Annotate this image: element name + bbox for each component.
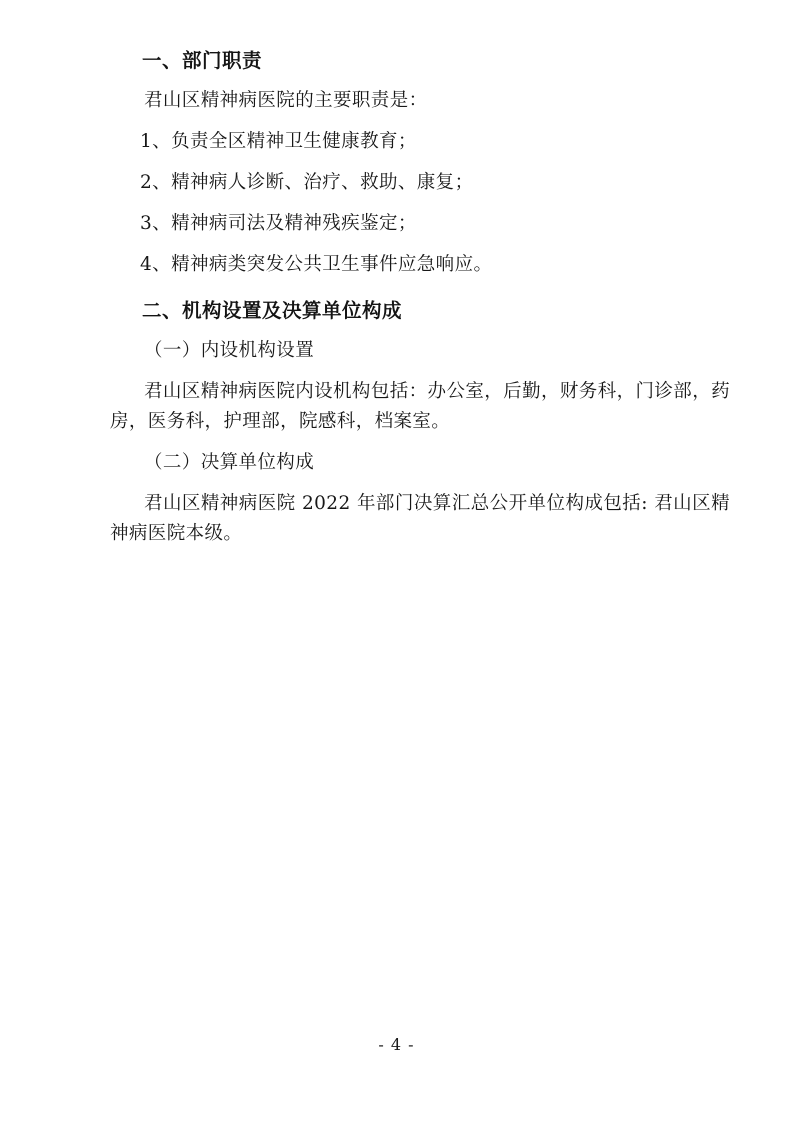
paragraph-internal-org-list: 君山区精神病医院内设机构包括：办公室，后勤，财务科，门诊部，药房，医务科，护理部，院感科，档案室。 [110,381,730,433]
paragraph-duty-item-3: 3、精神病司法及精神残疾鉴定； [140,213,417,235]
section-heading-2: 二、机构设置及决算单位构成 [142,299,403,323]
paragraph-settlement-units-detail: 君山区精神病医院 2022 年部门决算汇总公开单位构成包括: 君山区精神病医院本级。 [110,493,730,545]
paragraph-subheading-internal-org: （一）内设机构设置 [144,340,315,362]
page-number: - 4 - [378,1035,415,1054]
section-heading-1: 一、部门职责 [142,49,263,72]
document-body [110,46,730,549]
paragraph-duties-intro: 君山区精神病医院的主要职责是： [144,90,428,112]
paragraph-duty-item-2: 2、精神病人诊断、治疗、救助、康复； [140,172,474,194]
paragraph-subheading-settlement-units: （二）决算单位构成 [144,452,315,474]
paragraph-duty-item-4: 4、精神病类突发公共卫生事件应急响应。 [140,254,493,276]
paragraph-duty-item-1: 1、负责全区精神卫生健康教育； [140,131,417,153]
